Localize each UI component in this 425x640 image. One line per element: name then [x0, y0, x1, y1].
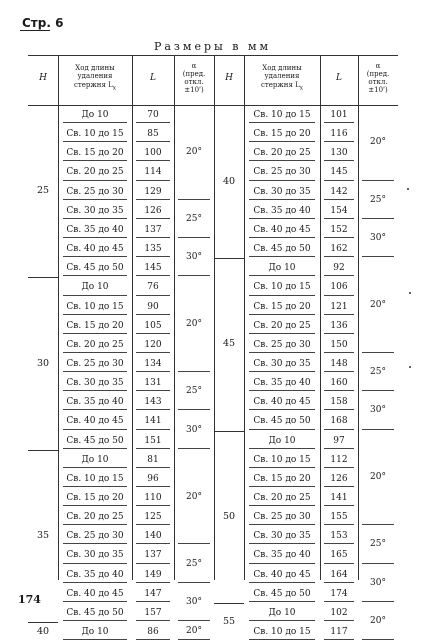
angle-value: 30°: [186, 252, 202, 263]
length-underline: [324, 333, 354, 334]
length-value: 151: [144, 435, 162, 446]
stroke-range-text: Св. 25 до 30: [253, 339, 311, 350]
length-underline: [136, 582, 170, 583]
stroke-range-text: Св. 40 до 45: [66, 416, 124, 427]
stroke-range-text: До 10: [268, 263, 296, 274]
stroke-range-text: До 10: [268, 435, 296, 446]
length-underline: [136, 314, 170, 315]
length-underline: [324, 160, 354, 161]
length-value: 100: [144, 148, 162, 159]
stroke-underline: [63, 371, 127, 372]
angle-underline: [362, 429, 394, 430]
length-value: 116: [330, 129, 348, 140]
length-underline: [324, 141, 354, 142]
length-underline: [324, 620, 354, 621]
column-divider: [358, 55, 359, 580]
stroke-underline: [63, 543, 127, 544]
header-l-right: L: [336, 72, 342, 83]
stroke-range-text: До 10: [81, 282, 109, 293]
length-underline: [136, 180, 170, 181]
length-underline: [136, 467, 170, 468]
length-underline: [136, 620, 170, 621]
length-value: 86: [147, 627, 159, 638]
angle-value: 30°: [186, 424, 202, 435]
angle-value: 20°: [370, 472, 386, 483]
angle-underline: [178, 275, 210, 276]
length-value: 150: [330, 339, 348, 350]
stroke-underline: [249, 448, 315, 449]
header-h-right: H: [225, 72, 233, 83]
angle-underline: [178, 582, 210, 583]
column-divider: [320, 55, 321, 580]
length-value: 145: [144, 263, 162, 274]
stroke-range-text: Св. 15 до 20: [253, 301, 311, 312]
length-value: 153: [330, 531, 348, 542]
stroke-range-text: До 10: [81, 110, 109, 120]
stroke-range-text: Св. 35 до 40: [253, 378, 311, 389]
stroke-underline: [63, 505, 127, 506]
length-underline: [136, 141, 170, 142]
length-value: 148: [330, 358, 348, 369]
header-underline: [20, 30, 50, 31]
length-underline: [324, 543, 354, 544]
stroke-underline: [63, 409, 127, 410]
length-value: 136: [330, 320, 348, 331]
dimensions-table: [28, 55, 398, 638]
stroke-range-text: Св. 20 до 25: [253, 320, 311, 331]
angle-value: 30°: [370, 577, 386, 588]
stroke-underline: [63, 237, 127, 238]
length-underline: [324, 409, 354, 410]
length-value: 143: [144, 397, 162, 408]
stroke-underline: [63, 352, 127, 353]
column-divider: [132, 55, 133, 580]
stroke-range-text: Св. 25 до 30: [66, 531, 124, 542]
angle-underline: [362, 256, 394, 257]
length-value: 101: [330, 110, 348, 120]
length-underline: [324, 295, 354, 296]
stroke-underline: [63, 448, 127, 449]
stroke-range-text: Св. 20 до 25: [253, 148, 311, 159]
stroke-range-text: Св. 15 до 20: [66, 148, 124, 159]
stroke-underline: [249, 333, 315, 334]
length-value: 117: [330, 627, 348, 638]
group-height-value: 55: [222, 616, 236, 628]
stroke-underline: [63, 582, 127, 583]
angle-underline: [178, 199, 210, 200]
header-stroke-left: Ход длины удаления стержня $L_x$: [73, 64, 117, 91]
angle-underline: [362, 218, 394, 219]
stroke-range-text: Св. 40 до 45: [66, 244, 124, 255]
length-underline: [136, 122, 170, 123]
length-underline: [136, 160, 170, 161]
angle-value: 20°: [186, 319, 202, 330]
stroke-range-text: Св. 15 до 20: [66, 493, 124, 503]
header-stroke-right: Ход длины удаления стержня $L_x$: [260, 64, 304, 91]
length-underline: [324, 524, 354, 525]
group-separator: [214, 603, 244, 604]
length-value: 154: [330, 205, 348, 216]
length-underline: [324, 218, 354, 219]
stroke-range-text: Св. 45 до 50: [253, 588, 311, 599]
stroke-range-text: Св. 25 до 30: [253, 512, 311, 523]
stroke-underline: [249, 371, 315, 372]
stroke-range-text: Св. 35 до 40: [66, 397, 124, 408]
stroke-underline: [63, 524, 127, 525]
angle-value: 30°: [370, 233, 386, 244]
angle-value: 20°: [370, 616, 386, 627]
stroke-range-text: Св. 15 до 20: [253, 129, 311, 140]
length-value: 126: [144, 205, 162, 216]
length-value: 102: [330, 607, 348, 618]
angle-underline: [362, 601, 394, 602]
length-underline: [324, 256, 354, 257]
stroke-underline: [249, 620, 315, 621]
length-underline: [324, 237, 354, 238]
stroke-range-text: Св. 40 до 45: [253, 397, 311, 408]
length-underline: [136, 256, 170, 257]
angle-value: 25°: [186, 558, 202, 569]
page-number: 174: [18, 593, 41, 606]
length-underline: [324, 371, 354, 372]
stroke-underline: [63, 199, 127, 200]
stroke-underline: [249, 180, 315, 181]
length-value: 137: [144, 224, 162, 235]
length-value: 112: [330, 454, 348, 465]
group-height-value: 45: [222, 338, 236, 350]
angle-underline: [178, 371, 210, 372]
header-bottom-rule: [28, 105, 398, 106]
stroke-range-text: Св. 25 до 30: [66, 186, 124, 197]
length-value: 141: [144, 416, 162, 427]
length-value: 174: [330, 588, 348, 599]
stroke-underline: [63, 333, 127, 334]
stroke-range-text: Св. 30 до 35: [66, 378, 124, 389]
stroke-range-text: Св. 30 до 35: [253, 531, 311, 542]
stroke-range-text: Св. 40 до 45: [253, 224, 311, 235]
stroke-underline: [249, 199, 315, 200]
stroke-range-text: Св. 45 до 50: [66, 263, 124, 274]
column-divider: [214, 55, 215, 580]
angle-underline: [178, 409, 210, 410]
length-value: 141: [330, 493, 348, 503]
length-value: 85: [147, 129, 159, 140]
stroke-underline: [249, 467, 315, 468]
scan-speck: [407, 188, 409, 190]
stroke-underline: [63, 429, 127, 430]
length-value: 160: [330, 378, 348, 389]
stroke-range-text: Св. 45 до 50: [253, 244, 311, 255]
stroke-underline: [249, 295, 315, 296]
length-value: 120: [144, 339, 162, 350]
angle-underline: [362, 524, 394, 525]
stroke-range-text: Св. 15 до 20: [66, 320, 124, 331]
stroke-range-text: Св. 35 до 40: [66, 224, 124, 235]
angle-value: 25°: [186, 213, 202, 224]
length-value: 130: [330, 148, 348, 159]
stroke-range-text: Св. 35 до 40: [253, 550, 311, 561]
stroke-range-text: Св. 35 до 40: [66, 569, 124, 580]
header-alpha-right: α (пред. откл. ±10'): [366, 61, 390, 95]
stroke-range-text: Св. 20 до 25: [253, 493, 311, 503]
group-height-value: 35: [36, 529, 50, 541]
stroke-range-text: Св. 10 до 15: [66, 473, 124, 484]
stroke-underline: [63, 122, 127, 123]
stroke-range-text: До 10: [81, 454, 109, 465]
group-separator: [28, 450, 58, 451]
angle-value: 20°: [186, 625, 202, 636]
length-value: 147: [144, 588, 162, 599]
length-value: 92: [333, 263, 345, 274]
stroke-underline: [63, 160, 127, 161]
length-value: 131: [144, 378, 162, 389]
length-underline: [324, 448, 354, 449]
stroke-underline: [249, 486, 315, 487]
length-underline: [136, 448, 170, 449]
length-underline: [324, 601, 354, 602]
length-value: 135: [144, 244, 162, 255]
stroke-underline: [63, 563, 127, 564]
length-underline: [136, 505, 170, 506]
stroke-range-text: Св. 45 до 50: [66, 435, 124, 446]
stroke-range-text: Св. 30 до 35: [66, 550, 124, 561]
angle-value: 30°: [186, 596, 202, 607]
stroke-underline: [249, 601, 315, 602]
stroke-underline: [63, 218, 127, 219]
group-height-value: 25: [36, 185, 50, 197]
length-value: 76: [147, 282, 159, 293]
length-value: 129: [144, 186, 162, 197]
stroke-range-text: Св. 10 до 15: [66, 301, 124, 312]
stroke-underline: [249, 141, 315, 142]
stroke-range-text: Св. 10 до 15: [253, 454, 311, 465]
length-underline: [136, 486, 170, 487]
stroke-underline: [63, 467, 127, 468]
length-value: 81: [147, 454, 159, 465]
stroke-underline: [249, 505, 315, 506]
angle-underline: [178, 237, 210, 238]
length-underline: [136, 524, 170, 525]
length-underline: [324, 352, 354, 353]
stroke-range-text: Св. 10 до 15: [253, 110, 311, 120]
stroke-underline: [249, 314, 315, 315]
stroke-underline: [249, 256, 315, 257]
stroke-underline: [249, 524, 315, 525]
length-value: 106: [330, 282, 348, 293]
angle-underline: [178, 448, 210, 449]
group-height-value: 40: [36, 625, 50, 637]
angle-value: 20°: [186, 491, 202, 502]
length-value: 125: [144, 512, 162, 523]
length-underline: [136, 218, 170, 219]
stroke-range-text: Св. 25 до 30: [253, 167, 311, 178]
stroke-range-text: Св. 35 до 40: [253, 205, 311, 216]
stroke-underline: [63, 601, 127, 602]
length-value: 70: [147, 110, 159, 120]
length-value: 126: [330, 473, 348, 484]
stroke-underline: [249, 275, 315, 276]
stroke-range-text: Св. 20 до 25: [66, 339, 124, 350]
stroke-underline: [249, 160, 315, 161]
length-underline: [136, 352, 170, 353]
stroke-underline: [63, 314, 127, 315]
header-alpha-left: α (пред. откл. ±10'): [182, 61, 206, 95]
length-value: 168: [330, 416, 348, 427]
length-underline: [324, 563, 354, 564]
length-value: 155: [330, 512, 348, 523]
length-underline: [136, 371, 170, 372]
length-value: 90: [147, 301, 159, 312]
length-underline: [324, 180, 354, 181]
stroke-underline: [249, 352, 315, 353]
length-underline: [136, 295, 170, 296]
stroke-range-text: Св. 40 до 45: [253, 569, 311, 580]
stroke-underline: [63, 390, 127, 391]
length-value: 145: [330, 167, 348, 178]
length-value: 164: [330, 569, 348, 580]
length-underline: [324, 314, 354, 315]
stroke-underline: [249, 237, 315, 238]
length-value: 110: [144, 493, 162, 503]
length-underline: [324, 486, 354, 487]
group-separator: [214, 431, 244, 432]
stroke-range-text: Св. 30 до 35: [66, 205, 124, 216]
page-header-label: Стр. 6: [22, 16, 64, 30]
length-value: 105: [144, 320, 162, 331]
angle-underline: [178, 620, 210, 621]
angle-value: 25°: [370, 367, 386, 378]
stroke-range-text: До 10: [268, 607, 296, 618]
scan-speck: [409, 292, 411, 294]
stroke-underline: [249, 218, 315, 219]
stroke-range-text: Св. 40 до 45: [66, 588, 124, 599]
stroke-underline: [63, 256, 127, 257]
group-separator: [28, 277, 58, 278]
angle-value: 25°: [370, 194, 386, 205]
angle-underline: [362, 352, 394, 353]
length-value: 96: [147, 473, 159, 484]
angle-underline: [362, 563, 394, 564]
length-underline: [136, 333, 170, 334]
stroke-underline: [249, 543, 315, 544]
header-h-left: H: [39, 72, 47, 83]
group-separator: [28, 622, 58, 623]
length-underline: [324, 199, 354, 200]
angle-value: 25°: [370, 539, 386, 550]
length-underline: [136, 601, 170, 602]
group-height-value: 30: [36, 357, 50, 369]
length-value: 149: [144, 569, 162, 580]
stroke-range-text: Св. 45 до 50: [66, 607, 124, 618]
column-divider: [244, 55, 245, 580]
stroke-range-text: Св. 20 до 25: [66, 512, 124, 523]
stroke-range-text: Св. 10 до 15: [253, 627, 311, 638]
length-value: 157: [144, 607, 162, 618]
length-value: 134: [144, 358, 162, 369]
header-l-left: L: [150, 72, 156, 83]
length-underline: [324, 390, 354, 391]
stroke-underline: [63, 180, 127, 181]
length-value: 121: [330, 301, 348, 312]
length-underline: [136, 409, 170, 410]
scan-speck: [409, 366, 411, 368]
stroke-range-text: Св. 15 до 20: [253, 473, 311, 484]
length-underline: [324, 505, 354, 506]
length-value: 97: [333, 435, 345, 446]
length-underline: [324, 467, 354, 468]
length-underline: [136, 390, 170, 391]
stroke-range-text: Св. 45 до 50: [253, 416, 311, 427]
length-underline: [324, 429, 354, 430]
length-underline: [136, 237, 170, 238]
header-top-rule: [28, 55, 398, 56]
column-divider: [58, 55, 59, 580]
length-value: 142: [330, 186, 348, 197]
angle-underline: [362, 390, 394, 391]
group-height-value: 40: [222, 175, 236, 187]
stroke-range-text: До 10: [81, 627, 109, 638]
angle-underline: [178, 543, 210, 544]
stroke-range-text: Св. 10 до 15: [66, 129, 124, 140]
table-caption: Размеры в мм: [153, 40, 272, 53]
stroke-underline: [249, 582, 315, 583]
length-underline: [136, 543, 170, 544]
length-underline: [324, 275, 354, 276]
length-underline: [136, 275, 170, 276]
stroke-underline: [63, 141, 127, 142]
stroke-underline: [63, 486, 127, 487]
stroke-underline: [63, 275, 127, 276]
length-underline: [324, 122, 354, 123]
stroke-underline: [249, 122, 315, 123]
length-value: 140: [144, 531, 162, 542]
stroke-range-text: Св. 20 до 25: [66, 167, 124, 178]
group-separator: [214, 258, 244, 259]
stroke-range-text: Св. 25 до 30: [66, 358, 124, 369]
angle-value: 20°: [370, 300, 386, 311]
angle-value: 20°: [186, 146, 202, 157]
group-height-value: 50: [222, 510, 236, 522]
length-value: 158: [330, 397, 348, 408]
stroke-range-text: Св. 30 до 35: [253, 358, 311, 369]
stroke-underline: [249, 563, 315, 564]
stroke-underline: [63, 620, 127, 621]
length-value: 162: [330, 244, 348, 255]
length-underline: [136, 199, 170, 200]
length-value: 165: [330, 550, 348, 561]
stroke-range-text: Св. 30 до 35: [253, 186, 311, 197]
angle-value: 30°: [370, 405, 386, 416]
length-underline: [324, 582, 354, 583]
angle-underline: [362, 180, 394, 181]
stroke-underline: [249, 429, 315, 430]
stroke-underline: [249, 409, 315, 410]
angle-value: 25°: [186, 386, 202, 397]
stroke-underline: [63, 295, 127, 296]
length-value: 152: [330, 224, 348, 235]
length-underline: [136, 429, 170, 430]
length-value: 114: [144, 167, 162, 178]
length-value: 137: [144, 550, 162, 561]
stroke-range-text: Св. 10 до 15: [253, 282, 311, 293]
length-underline: [136, 563, 170, 564]
angle-value: 20°: [370, 137, 386, 148]
stroke-underline: [249, 390, 315, 391]
